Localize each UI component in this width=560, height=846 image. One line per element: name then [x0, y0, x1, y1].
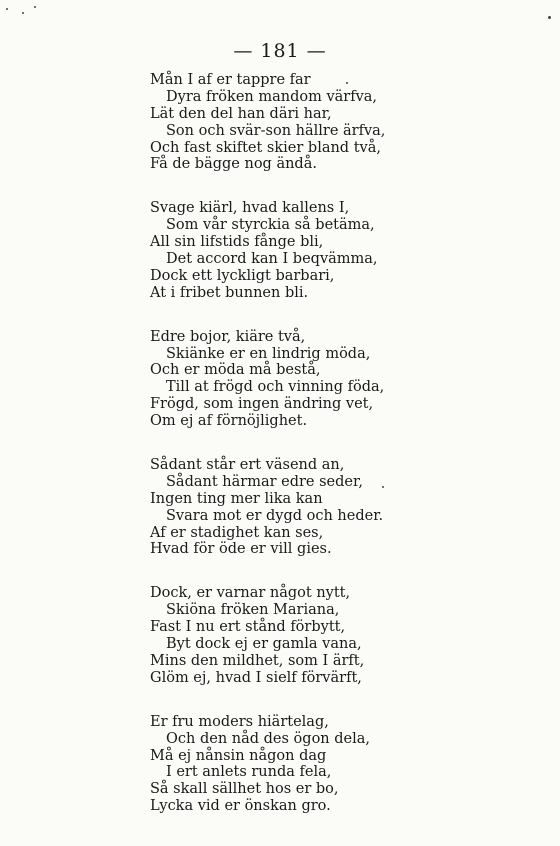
- poem-line: Er fru moders hiärtelag,: [150, 713, 329, 730]
- stanza: [150, 200, 480, 301]
- poem-line: Svage kiärl, hvad kallens I,: [150, 200, 350, 217]
- poem-line: Byt dock ej er gamla vana,: [166, 636, 362, 653]
- poem-line: Må ej nånsin någon dag: [150, 747, 327, 764]
- poem-line: Frögd, som ingen ändring vet,: [150, 396, 374, 413]
- poem-line: Och den nåd des ögon dela,: [166, 730, 370, 747]
- page-number: — 181 —: [233, 40, 327, 62]
- poem-line: Glöm ej, hvad I sielf förvärft,: [150, 669, 362, 686]
- poem-line: Dock, er varnar något nytt,: [150, 585, 351, 602]
- poem-line: Edre bojor, kiäre två,: [150, 328, 306, 345]
- poem-line: Så skall sällhet hos er bo,: [150, 781, 339, 798]
- poem-line: Det accord kan I beqvämma,: [166, 251, 378, 268]
- stanza: [150, 72, 480, 173]
- poem-line: Dyra fröken mandom värfva,: [166, 88, 378, 105]
- poem-line: I ert anlets runda fela,: [166, 764, 332, 781]
- ink-speck: [22, 12, 24, 14]
- ink-speck: [548, 16, 551, 19]
- stanza: [150, 714, 480, 815]
- poem-line: Och er möda må bestå,: [150, 362, 321, 379]
- ink-speck: [6, 8, 8, 10]
- poem-line: Lycka vid er önskan gro.: [150, 798, 331, 815]
- poem-line: Svara mot er dygd och heder.: [166, 507, 384, 524]
- poem-line: At i fribet bunnen bli.: [150, 284, 309, 301]
- stanza: [150, 457, 480, 558]
- poem-line: Mins den mildhet, som I ärft,: [150, 652, 365, 669]
- poem-line: All sin lifstids fånge bli,: [150, 234, 324, 251]
- poem-line: Sådant härmar edre seder,: [166, 473, 363, 490]
- stanza: [150, 585, 480, 686]
- poem-line: Dock ett lyckligt barbari,: [150, 267, 335, 284]
- poem-line: Hvad för öde er vill gies.: [150, 541, 332, 558]
- poem-line: Lät den del han däri har,: [150, 105, 332, 122]
- poem-line: Skiänke er en lindrig möda,: [166, 345, 371, 362]
- poem-line: Till at frögd och vinning föda,: [166, 379, 385, 396]
- poem-line: Och fast skiftet skier bland två,: [150, 139, 381, 156]
- poem-line: Af er stadighet kan ses,: [150, 524, 324, 541]
- ink-speck: [382, 486, 384, 488]
- poem-line: Son och svär-son hällre ärfva,: [166, 122, 386, 139]
- ink-speck: [34, 6, 36, 8]
- poem-line: Mån I af er tappre far: [150, 72, 311, 88]
- stanza: [150, 329, 480, 430]
- poem-line: Få de bägge nog ändå.: [150, 156, 317, 173]
- poem: [150, 72, 480, 842]
- ink-speck: [346, 82, 348, 84]
- poem-line: Ingen ting mer lika kan: [150, 490, 323, 507]
- poem-line: Om ej af förnöjlighet.: [150, 413, 308, 430]
- poem-line: Sådant står ert väsend an,: [150, 457, 345, 474]
- poem-line: Fast I nu ert stånd förbytt,: [150, 619, 346, 636]
- poem-line: Som vår styrckia så betäma,: [166, 217, 375, 234]
- poem-line: Skiöna fröken Mariana,: [166, 602, 340, 619]
